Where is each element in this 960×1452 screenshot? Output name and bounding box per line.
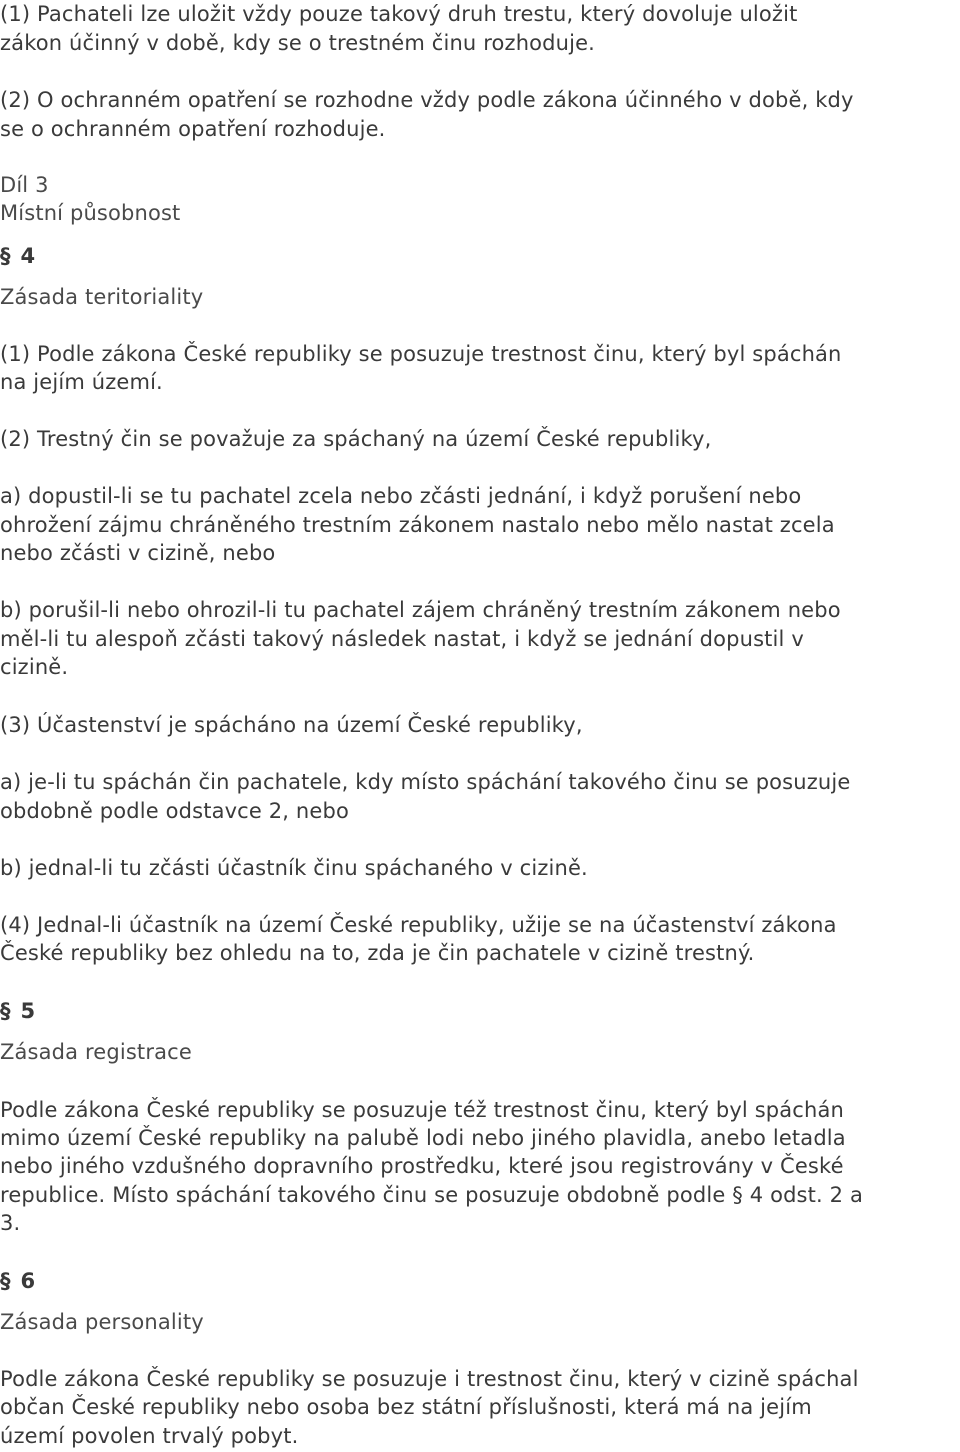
part-heading: Díl 3: [0, 173, 49, 197]
section-sign: §: [0, 244, 11, 268]
paragraph-line: b) porušil-li nebo ohrozil-li tu pachatel zájem chráněný trestním zákonem nebo: [0, 598, 841, 622]
paragraph-line: (1) Podle zákona České republiky se posuzuje trestnost činu, který byl spáchán: [0, 342, 842, 366]
section-title: Zásada registrace: [0, 1040, 192, 1064]
paragraph-line: b) jednal-li tu zčásti účastník činu spáchaného v cizině.: [0, 856, 588, 880]
paragraph-line: zákon účinný v době, kdy se o trestném činu rozhoduje.: [0, 31, 595, 55]
paragraph-line: se o ochranném opatření rozhoduje.: [0, 117, 386, 141]
paragraph-line: obdobně podle odstavce 2, nebo: [0, 799, 349, 823]
paragraph-line: 3.: [0, 1211, 21, 1235]
section-number: 6: [20, 1269, 36, 1293]
paragraph-line: cizině.: [0, 655, 69, 679]
paragraph-line: občan České republiky nebo osoba bez státní příslušnosti, která má na jejím: [0, 1395, 812, 1419]
paragraph-line: České republiky bez ohledu na to, zda je čin pachatele v cizině trestný.: [0, 941, 755, 965]
paragraph-line: (4) Jednal-li účastník na území České republiky, užije se na účastenství zákona: [0, 913, 837, 937]
paragraph-line: Podle zákona České republiky se posuzuje též trestnost činu, který byl spáchán: [0, 1098, 844, 1122]
paragraph-line: ohrožení zájmu chráněného trestním zákonem nastalo nebo mělo nastat zcela: [0, 513, 835, 537]
paragraph-line: nebo jiného vzdušného dopravního prostředku, které jsou registrovány v České: [0, 1154, 844, 1178]
paragraph-line: území povolen trvalý pobyt.: [0, 1424, 299, 1448]
paragraph-line: nebo zčásti v cizině, nebo: [0, 541, 276, 565]
paragraph-line: mimo území České republiky na palubě lodi nebo jiného plavidla, anebo letadla: [0, 1126, 846, 1150]
section-sign: §: [0, 999, 11, 1023]
paragraph-line: a) je-li tu spáchán čin pachatele, kdy místo spáchání takového činu se posuzuje: [0, 770, 851, 794]
section-number: 4: [20, 244, 36, 268]
section-heading-6: [0, 1267, 35, 1295]
section-heading-5: [0, 997, 35, 1025]
section-title: Zásada teritoriality: [0, 285, 204, 309]
paragraph-line: Podle zákona České republiky se posuzuje i trestnost činu, který v cizině spáchal: [0, 1367, 859, 1391]
part-title: Místní působnost: [0, 201, 181, 225]
section-heading-4: [0, 242, 35, 270]
paragraph-line: (2) Trestný čin se považuje za spáchaný na území České republiky,: [0, 427, 712, 451]
paragraph-line: (1) Pachateli lze uložit vždy pouze takový druh trestu, který dovoluje uložit: [0, 2, 798, 26]
paragraph-line: (3) Účastenství je spácháno na území České republiky,: [0, 713, 583, 737]
paragraph-line: a) dopustil-li se tu pachatel zcela nebo zčásti jednání, i když porušení nebo: [0, 484, 802, 508]
section-number: 5: [20, 999, 36, 1023]
paragraph-line: (2) O ochranném opatření se rozhodne vždy podle zákona účinného v době, kdy: [0, 88, 854, 112]
paragraph-line: na jejím území.: [0, 370, 163, 394]
paragraph-line: měl-li tu alespoň zčásti takový následek nastat, i když se jednání dopustil v: [0, 627, 804, 651]
paragraph-line: republice. Místo spáchání takového činu se posuzuje obdobně podle § 4 odst. 2 a: [0, 1183, 864, 1207]
section-title: Zásada personality: [0, 1310, 204, 1334]
section-sign: §: [0, 1269, 11, 1293]
